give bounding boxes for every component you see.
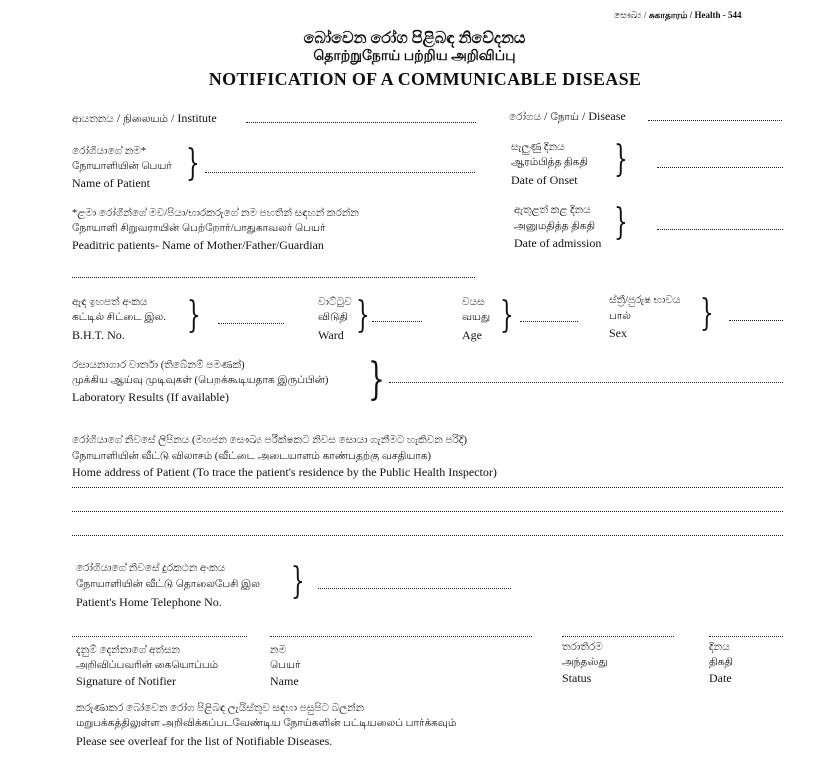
patient-name-sinhala: රෝගියාගේ නම* [72,146,147,157]
date-tamil: திகதி [709,657,733,668]
signature-field[interactable] [72,636,247,637]
lab-label: Laboratory Results (If available) [72,390,229,404]
date-field[interactable] [709,636,783,637]
address-label: Home address of Patient (To trace the patient's residence by the Public Health Inspector) [72,465,497,479]
age-sinhala: වයස [462,297,485,308]
footer-tamil: மறுபக்கத்திலுள்ள அறிவிக்கப்படவேண்டிய நோய்களின் பட்டியலைப் பார்க்கவும் [76,718,457,729]
sex-label: Sex [609,326,627,340]
status-sinhala: තරාතිරම [562,642,603,653]
form-code-sinhala: සෞඛ්‍ය [614,10,642,20]
bht-sinhala: ඇඳ ඉහපත් අංකය [72,297,148,308]
lab-sinhala: රසායනාගාර වාර්තා (තිබේනම් පමණක්) [72,360,245,371]
status-label: Status [562,671,592,685]
telephone-sinhala: රෝගියාගේ නිවසේ දුරකථන අංකය [76,563,226,574]
guardian-tamil: நோயாளி சிறுவராயின் பெற்றோர்/பாதுகாவலர் பெயர் [72,223,326,234]
ward-field[interactable] [372,321,422,322]
patient-name-tamil: நோயாளியின் பெயர் [72,161,172,172]
footer-note: Please see overleaf for the list of Notifiable Diseases. [76,734,333,748]
date-admission-sinhala: ඇතුළත් කළ දිනය [514,205,591,216]
address-line-1[interactable] [72,487,783,488]
brace: } [187,295,201,336]
brace: } [356,295,370,336]
brace: } [291,561,305,602]
brace: } [614,202,628,243]
institute-label: ආයතනය / நிலையம் / Institute [72,111,217,125]
patient-name-field[interactable] [205,172,475,173]
brace: } [500,295,514,336]
guardian-label: Peaditric patients- Name of Mother/Father/Guardian [72,238,324,252]
form-code-english: / Health - [689,10,726,20]
title-tamil: தொற்றுநோய் பற்றிய அறிவிப்பு [313,49,516,64]
date-admission-tamil: அனுமதித்த திகதி [514,221,596,232]
signature-sinhala: දැනුම් දෙන්නාගේ අත්සන [76,645,181,656]
date-onset-field[interactable] [657,167,783,168]
brace: } [700,293,714,334]
form-code-tamil: சுகாதாரம் [648,10,688,20]
disease-label: රෝගය / நோய் / Disease [509,109,626,123]
age-tamil: வயது [462,312,491,323]
lab-results-field[interactable] [389,382,783,383]
date-onset-tamil: ஆரம்பித்த திகதி [511,157,588,168]
age-label: Age [462,328,482,342]
age-field[interactable] [520,321,578,322]
status-tamil: அந்தஸ்து [562,657,608,668]
disease-field[interactable] [648,120,782,121]
name-tamil: பெயர் [270,660,301,671]
form-number: 544 [727,10,742,20]
sex-sinhala: ස්ත්‍රී/පුරුෂ භාවය [609,295,681,306]
signature-tamil: அறிவிப்பவரின் கையொப்பம் [76,660,219,671]
address-line-2[interactable] [72,511,783,512]
status-field[interactable] [562,636,674,637]
institute-field[interactable] [246,122,476,123]
date-sinhala: දිනය [709,642,730,653]
ward-tamil: விடுதி [318,312,348,323]
footer-sinhala: කරුණාකර බෝවෙන රෝග පිළිබඳ ලැයිස්තුව සඳහා පසුපිට බලන්න [76,703,365,714]
guardian-sinhala: *ළමා රෝගීන්ගේ මව/පියා/භාරකරුගේ නම පහතින් සඳහන් කරන්න [72,208,359,219]
address-sinhala: රෝගියාගේ නිවසේ ලිපිනය (මහජන සෞඛ්‍ය පරීක්ෂකට නිවස සොයා ගැනීමට හැකිවන පරිදි) [72,435,467,446]
telephone-label: Patient's Home Telephone No. [76,595,222,609]
guardian-field[interactable] [72,277,475,278]
title-sinhala: බෝවෙන රෝග පිළිබඳ නිවේදනය [303,30,526,47]
patient-name-label: Name of Patient [72,176,150,190]
ward-label: Ward [318,328,344,342]
ward-sinhala: වාට්ටුව [318,297,352,308]
telephone-field[interactable] [318,588,511,589]
signature-label: Signature of Notifier [76,674,176,688]
brace: } [186,143,200,184]
name-label: Name [270,674,299,688]
bht-label: B.H.T. No. [72,328,125,342]
lab-tamil: முக்கிய ஆய்வு முடிவுகள் (பெறக்கூடியதாக இருப்பின்) [72,375,329,386]
form-code: සෞඛ්‍ය / சுகாதாரம் / Health - 544 [614,10,742,20]
date-admission-label: Date of admission [514,236,602,250]
page-title: NOTIFICATION OF A COMMUNICABLE DISEASE [208,69,642,89]
name-field[interactable] [270,636,532,637]
brace: } [368,354,385,405]
date-onset-label: Date of Onset [511,173,578,187]
date-onset-sinhala: සැලුණු දිනය [511,142,565,153]
telephone-tamil: நோயாளியின் வீட்டு தொலைபேசி இல [76,579,260,590]
brace: } [614,139,628,180]
address-tamil: நோயாளியின் வீட்டு விலாசம் (வீட்டை அடையாளம் காண்பதற்கு வசதியாக) [72,451,432,462]
date-admission-field[interactable] [657,229,783,230]
date-label: Date [709,671,732,685]
sex-tamil: பால் [609,311,632,322]
address-line-3[interactable] [72,535,783,536]
name-sinhala: නම [270,645,287,656]
sex-field[interactable] [729,320,783,321]
bht-field[interactable] [218,323,284,324]
bht-tamil: கட்டில் சிட்டை இல. [72,312,166,323]
